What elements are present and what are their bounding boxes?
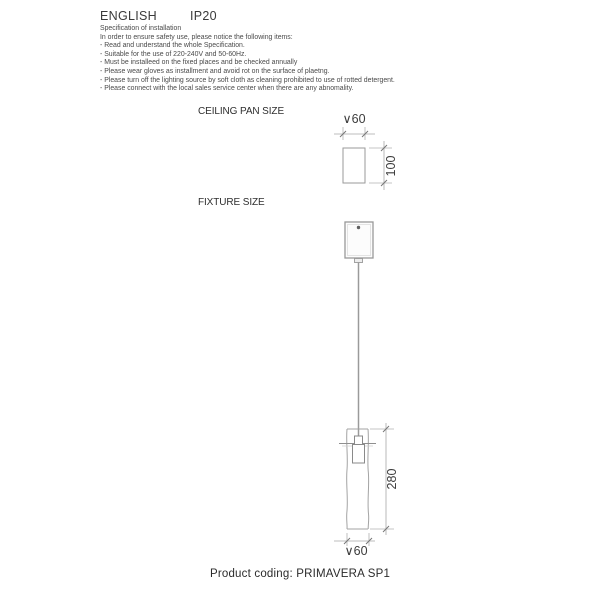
spec-line: - Please turn off the lighting source by soft cloth as cleaning prohibited to use of rotted detergent. bbox=[100, 76, 395, 84]
ip-rating-label: IP20 bbox=[190, 9, 217, 23]
spec-line: - Suitable for the use of 220-240V and 50-60Hz. bbox=[100, 50, 247, 58]
product-coding: Product coding: PRIMAVERA SP1 bbox=[209, 568, 391, 580]
canopy-screw bbox=[357, 226, 360, 229]
ceiling-pan-height-label: 100 bbox=[384, 155, 398, 177]
spec-line: - Please wear gloves as installment and avoid rot on the surface of plaetng. bbox=[100, 67, 330, 75]
spec-line: - Must be installeed on the fixed places and be checked annually bbox=[100, 59, 298, 67]
language-label: ENGLISH bbox=[100, 9, 157, 23]
spec-line: - Please connect with the local sales service center when there are any abnomality. bbox=[100, 85, 354, 93]
ceiling-pan-size-heading: CEILING PAN SIZE bbox=[198, 106, 285, 117]
shade-diameter-label: ∨60 bbox=[344, 544, 368, 558]
ceiling-pan-diameter-label: ∨60 bbox=[342, 112, 366, 126]
fixture-size-heading: FIXTURE SIZE bbox=[198, 197, 265, 208]
fixture-drawing bbox=[334, 222, 394, 546]
spec-line: - Read and understand the whole Specification. bbox=[100, 42, 245, 50]
spec-intro: In order to ensure safety use, please notice the following items: bbox=[100, 33, 293, 41]
spec-title: Specification of installation bbox=[100, 25, 182, 32]
shade-height-label: 280 bbox=[385, 468, 399, 490]
